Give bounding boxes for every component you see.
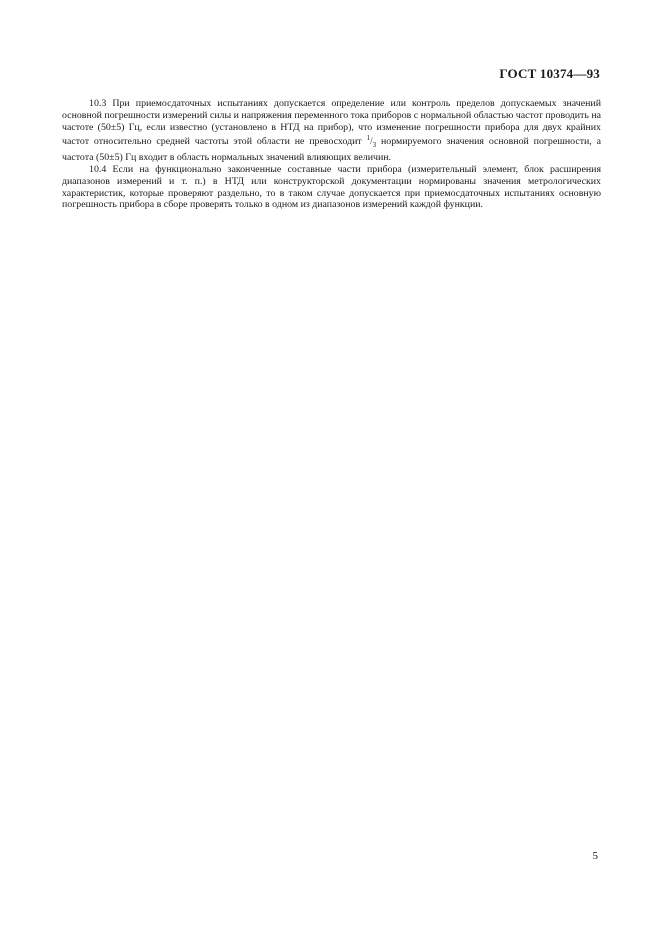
paragraph-10-4: 10.4 Если на функционально законченные составные части прибора (измерительный элемент, блок расширения диапазонов измерений и т. п.) в НТД или конструкторской документации нормированы значения метрологических характеристик, которые проверяют раздельно, то в таком случае допускается при приемосдаточных испытаниях основную погрешность прибора в сборе проверять только в одном из диапазонов измерений каждой функции. [62, 163, 601, 211]
page-number: 5 [592, 850, 598, 862]
fraction-slash: / [370, 136, 373, 147]
document-body [62, 98, 601, 211]
paragraph-10-3-text-before: 10.3 При приемосдаточных испытаниях допускается определение или контроль пределов допускаемых значений основной погрешности измерений силы и напряжения переменного тока приборов с нормальной областью частот проводить на частоте (50±5) Гц, если известно (установлено в НТД на прибор), что изменение погрешности прибора для двух крайних частот относительно средней частоты этой области не превосходит [62, 98, 601, 148]
paragraph-10-3 [62, 98, 601, 164]
paragraph-10-3-text-after: нормируемого значения основной погрешности, а частота (50±5) Гц входит в область нормальных значений влияющих величин. [62, 136, 602, 164]
fraction-denominator: 3 [372, 141, 377, 150]
standard-header: ГОСТ 10374—93 [499, 66, 600, 81]
fraction-one-third [366, 134, 377, 150]
fraction-numerator: 1 [366, 134, 371, 143]
